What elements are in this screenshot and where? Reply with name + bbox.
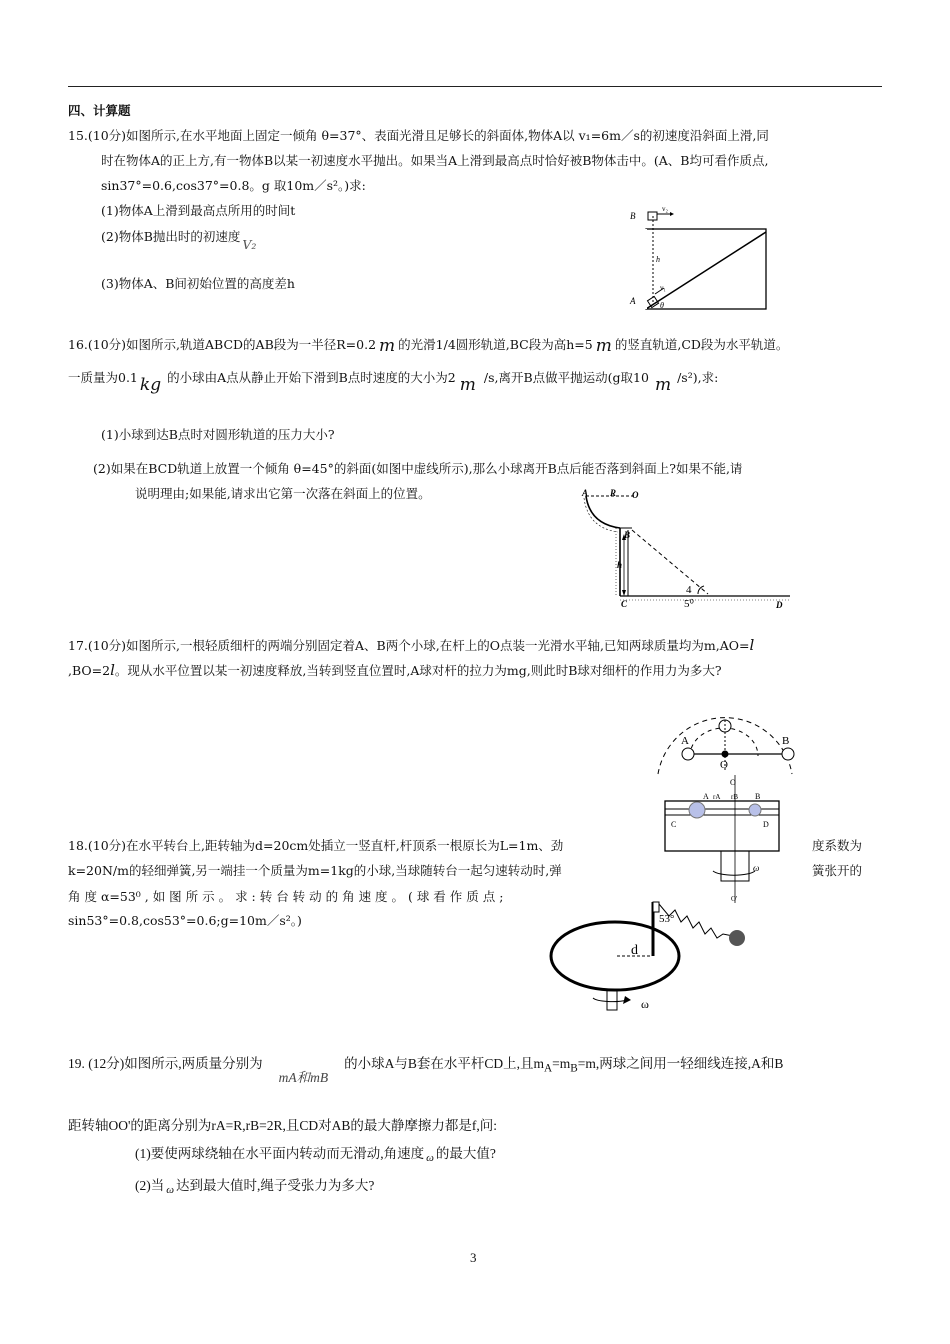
q15-line-2: 时在物体A的正上方,有一物体B以某一初速度水平抛出。如果当A上滑到最高点时恰好被B物体击中。(A、B均可看作质点, [101,153,769,168]
fig19-label-rb: rB [731,793,738,801]
q17-line-1: 17.(10分)如图所示,一根轻质细杆的两端分别固定着A、B两个小球,在杆上的O点装一光滑水平轴,已知两球质量均为m,AO=l [68,636,755,654]
fig15-label-b: B [630,211,636,221]
q19-line-2: 距转轴OO'的距离分别为rA=R,rB=2R,且CD对AB的最大静摩擦力都是f,问: [68,1118,498,1133]
q18-line-1-a: 18.(10分)在水平转台上,距转轴为d=20cm处插立一竖直杆,杆顶系一根原长为L=1m、劲 [68,838,564,853]
q16-part-1: (1)小球到达B点时对圆形轨道的压力大小? [101,427,335,442]
page-number: 3 [470,1250,477,1265]
top-rule [68,86,882,87]
figure-16-track [580,490,800,612]
fig19-label-a: A [703,792,709,801]
fig15-label-v2: v₂ [662,205,668,213]
q19-part-1: (1)要使两球绕轴在水平面内转动而无滑动,角速度 $_\omega$ 的最大值? [135,1146,496,1164]
q19-part-2: (2)当 $_\omega$ 达到最大值时,绳子受张力为多大? [135,1178,375,1196]
fig16-label-h: h [617,560,623,570]
fig19-label-o-prime: O' [731,895,738,903]
fig16-angle-digit: 4 [686,584,692,596]
fig17-label-b: B [782,735,790,747]
fig19-label-d: D [763,820,769,829]
fig19-label-omega: ω [753,863,760,873]
q18-line-1-b: 度系数为 [812,838,863,853]
fig19-label-b: B [755,792,761,801]
fig19-label-c: C [671,820,677,829]
q17-line-2: ,BO=2l。现从水平位置以某一初速度释放,当转到竖直位置时,A球对杆的拉力为mg,则此时B球对细杆的作用力为多大? [68,661,722,679]
q15-part-1: (1)物体A上滑到最高点所用的时间t [101,203,296,218]
fig18-angle: 53° [659,913,675,925]
q19-line-1: 19. (12分)如图所示,两质量分别为mA和mB的小球A与B套在水平杆CD上,且$m_A=m_B=m$,两球之间用一轻细线连接,A和B [68,1056,784,1085]
fig15-label-v1: v₁ [660,284,666,292]
fig19-label-ra: rA [713,793,721,801]
fig16-label-o: O [632,490,639,500]
q15-part-2: (2)物体B抛出时的初速度V₂ [101,229,257,252]
figure-18-turntable [545,890,765,1015]
v2-symbol: V₂ [242,237,257,252]
q15-line-1: 15.(10分)如图所示,在水平地面上固定一倾角 θ=37°、表面光滑且足够长的斜面体,物体A以 v₁=6m／s的初速度沿斜面上滑,同 [68,128,769,143]
fig17-label-o: O [720,759,728,771]
figure-17-rod [650,686,800,776]
fig16-label-b: B [624,530,631,540]
fig15-label-a: A [630,296,636,306]
q18-line-2-a: k=20N/m的轻细弹簧,另一端挂一个质量为m=1kg的小球,当球随转台一起匀速转动时,弹 [68,863,562,878]
q18-line-2-b: 簧张开的 [812,863,863,878]
q16-line-1: 16.(10分)如图所示,轨道ABCD的AB段为一半径R=0.2 m 的光滑1/4圆形轨道,BC段为高h=5 m 的竖直轨道,CD段为水平轨道。 [68,336,789,356]
fig15-label-h: h [656,255,660,264]
q16-line-2: 一质量为0.1 kg 的小球由A点从静止开始下滑到B点时速度的大小为2 m /s,离开B点做平抛运动(g取10 m /s²),求: [68,370,719,395]
fig16-angle-label: 5⁰ [684,598,694,610]
fig16-label-r: R [610,488,617,498]
fig18-label-omega: ω [641,997,649,1011]
fig18-label-d: d [631,943,638,958]
fig16-label-c: C [621,599,628,609]
q15-line-3: sin37°=0.6,cos37°=0.8。g 取10m／s²。)求: [101,178,366,193]
fig19-label-o: O [730,778,736,787]
fig16-label-a: A [582,488,589,498]
q16-part-2-line-2: 说明理由;如果能,请求出它第一次落在斜面上的位置。 [135,486,431,501]
masses-symbol: mA和mB [278,1070,329,1085]
fig16-label-d: D [776,600,783,610]
q16-part-2-line-1: (2)如果在BCD轨道上放置一个倾角 θ=45°的斜面(如图中虚线所示),那么小球离开B点后能否落到斜面上?如果不能,请 [93,461,743,476]
q15-part-3: (3)物体A、B间初始位置的高度差h [101,276,295,291]
q18-line-4: sin53°=0.8,cos53°=0.6;g=10m／s²。) [68,913,302,928]
figure-19-apparatus [655,775,785,905]
figure-15-incline [620,204,780,314]
q18-line-3: 角 度 α=53⁰ , 如 图 所 示 。 求 : 转 台 转 动 的 角 速 度 。 ( 球 看 作 质 点 ; [68,889,504,904]
section-title: 四、计算题 [68,103,131,118]
fig15-label-theta: θ [660,301,664,310]
fig17-label-a: A [681,735,689,747]
